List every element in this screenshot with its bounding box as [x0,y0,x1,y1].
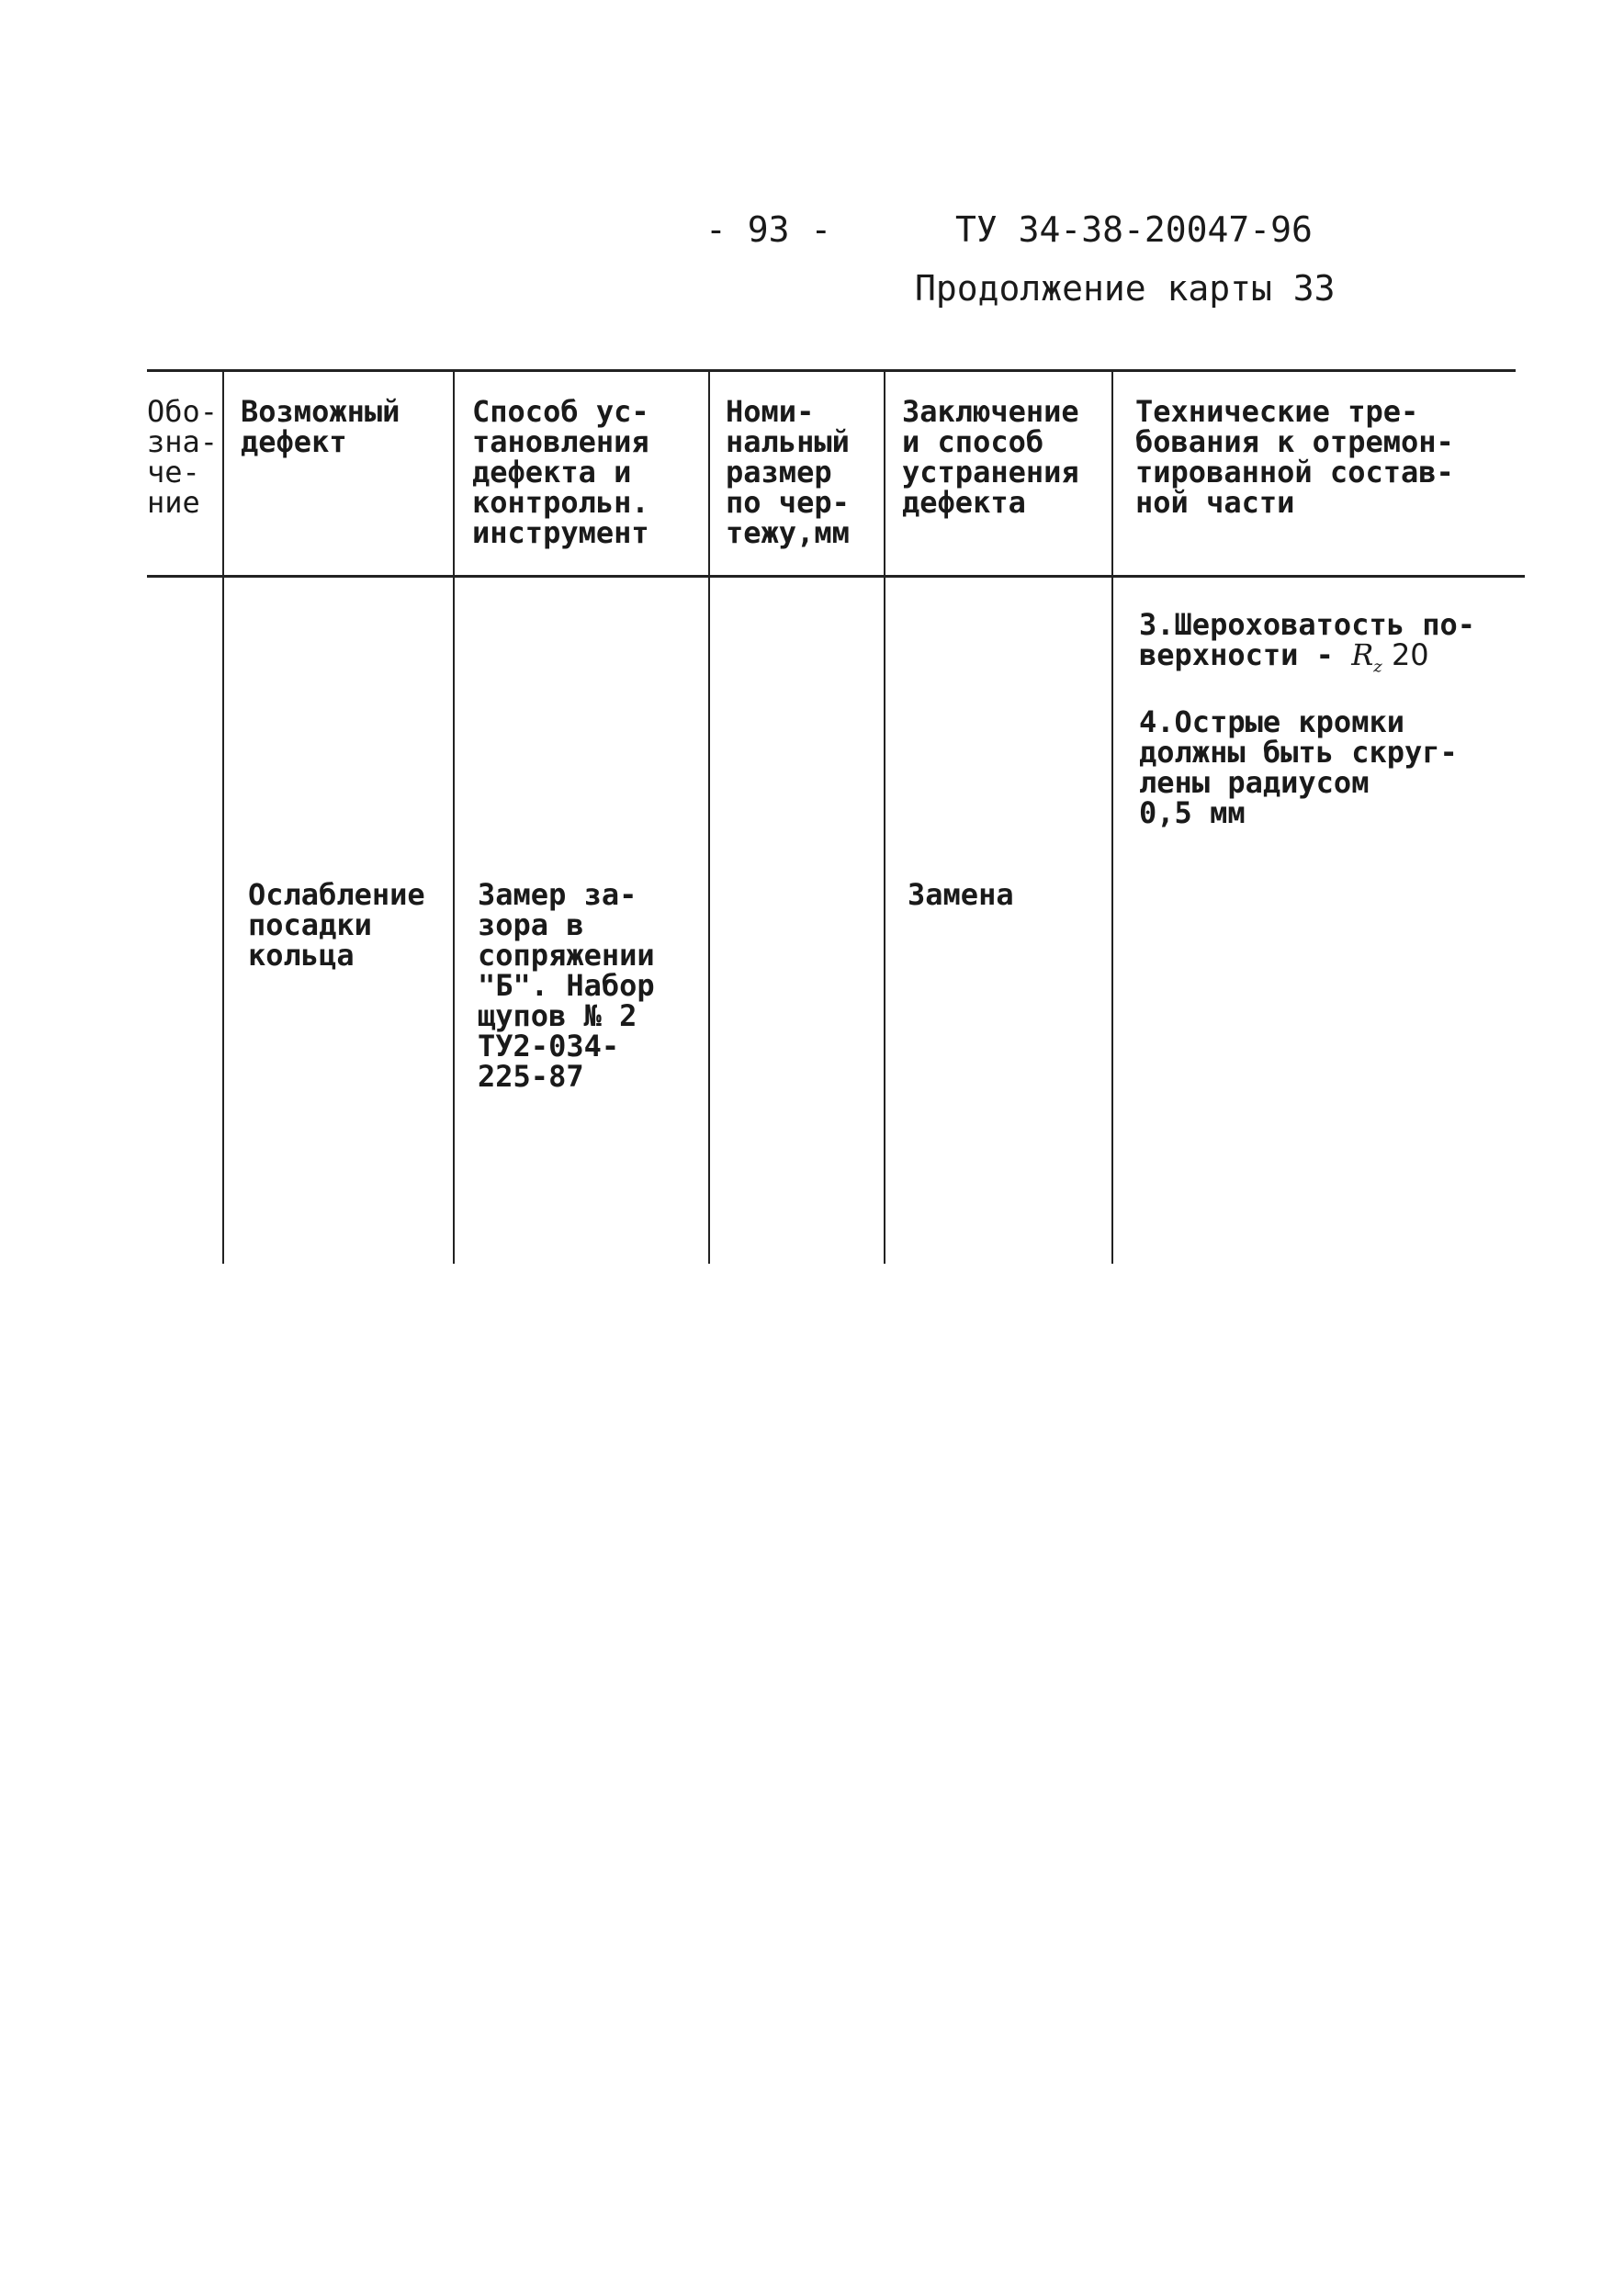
column-header-defect: Возможный дефект [241,394,400,459]
cell-conclusion: Замена [908,877,1014,912]
column-header-designation: Обо- зна- че- ние [147,394,219,520]
document-code: ТУ 34-38-20047-96 [955,209,1313,250]
column-divider [222,369,224,1264]
column-divider [453,369,455,1264]
column-divider [884,369,885,1264]
column-header-conclusion: Заключение и способ устранения дефекта [902,394,1079,520]
column-divider [1111,369,1113,1264]
page-number: - 93 - [705,209,832,250]
roughness-symbol: $R_z$ [1351,637,1382,677]
column-header-method: Способ ус- тановления дефекта и контрольн. инструмент [472,394,649,550]
column-divider [708,369,710,1264]
requirement-item-4: 4.Острые кромки должны быть скруг- лены радиусом 0,5 мм [1139,704,1458,830]
column-header-requirements: Технические тре- бования к отремон- тированной состав- ной части [1135,394,1454,520]
column-header-nominal: Номи- нальный размер по чер- тежу,мм [726,394,850,550]
requirement-item-3: 3.Шероховатость по- верхности - $R_z$ 20 [1139,607,1476,677]
table-top-border [147,369,1516,372]
cell-method: Замер за- зора в сопряжении "Б". Набор щупов № 2 ТУ2-034- 225-87 [478,877,655,1094]
cell-defect: Ослабление посадки кольца [248,877,425,973]
continuation-title: Продолжение карты 33 [915,268,1336,309]
table-header-divider [147,575,1525,578]
